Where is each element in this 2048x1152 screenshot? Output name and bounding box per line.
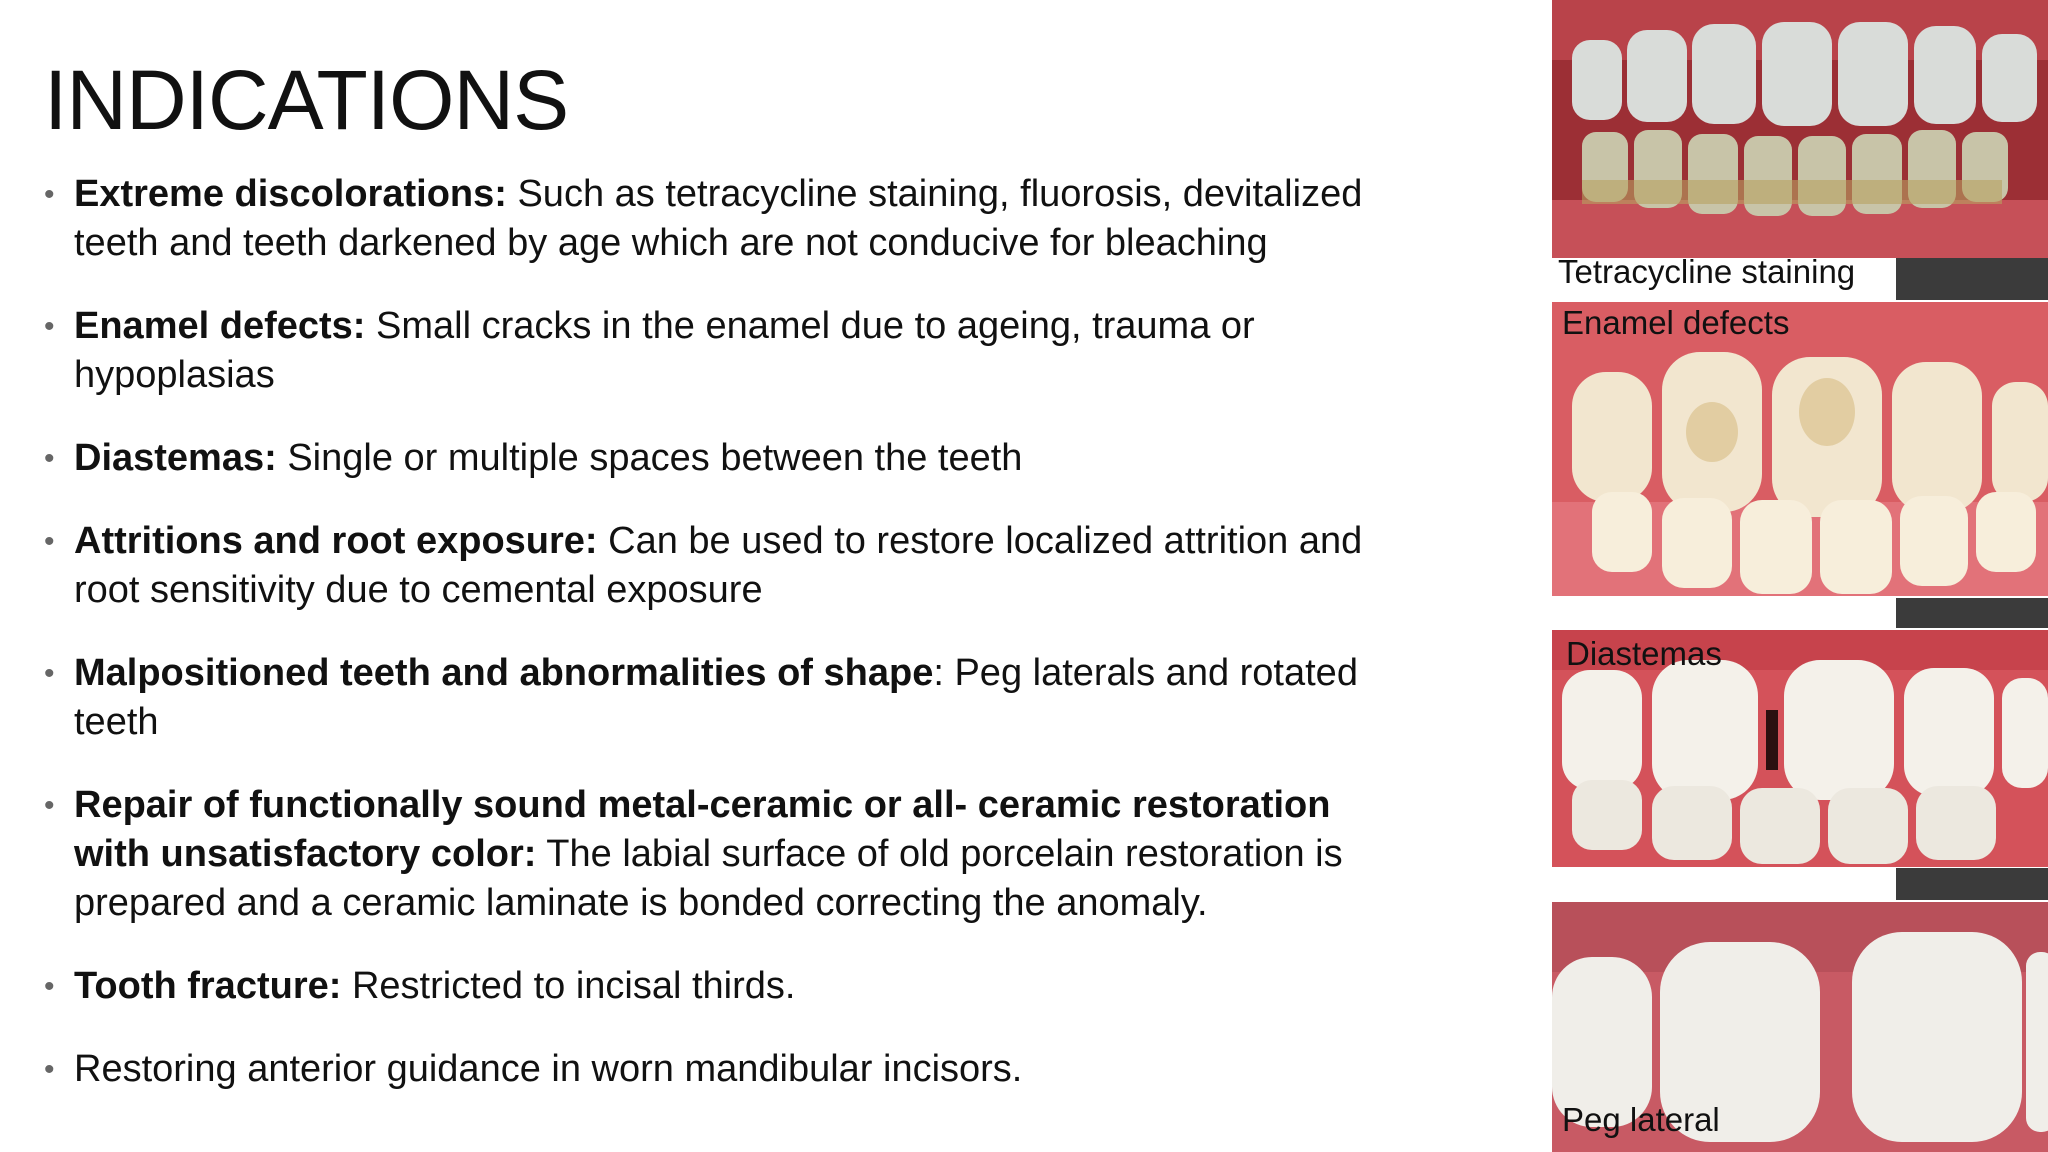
bullet-anterior-guidance bbox=[44, 1045, 1394, 1094]
bullet-text: Single or multiple spaces between the teeth bbox=[276, 437, 1023, 479]
bullet-text: Restricted to incisal thirds. bbox=[341, 965, 796, 1007]
bullet-heading: Repair of functionally sound metal-ceramic or all- ceramic restoration with unsatisfactory color: bbox=[74, 784, 1331, 875]
caption-band bbox=[1896, 598, 2048, 628]
bullet-heading: Tooth fracture: bbox=[74, 965, 342, 1007]
caption-band bbox=[1896, 258, 2048, 300]
image-column bbox=[1552, 0, 2048, 1152]
enamel-defects-photo bbox=[1552, 302, 2048, 596]
caption-band bbox=[1896, 868, 2048, 900]
bullet-heading: Extreme discolorations: bbox=[74, 173, 507, 215]
bullet-heading: Attritions and root exposure: bbox=[74, 520, 598, 562]
bullet-repair-restoration bbox=[44, 781, 1394, 928]
bullet-heading: Diastemas: bbox=[74, 437, 277, 479]
bullet-enamel-defects bbox=[44, 302, 1394, 400]
bullet-heading: Enamel defects: bbox=[74, 305, 366, 347]
bullet-heading: Malpositioned teeth and abnormalities of shape bbox=[74, 652, 934, 694]
bullet-text: Restoring anterior guidance in worn mandibular incisors. bbox=[74, 1048, 1023, 1090]
tetracycline-caption: Tetracycline staining bbox=[1558, 253, 1856, 290]
bullet-malpositioned-teeth bbox=[44, 649, 1394, 747]
tetracycline-staining-photo bbox=[1552, 0, 2048, 258]
bullet-text: : Peg laterals and rotated teeth bbox=[74, 652, 1358, 743]
bullet-diastemas bbox=[44, 434, 1394, 483]
bullet-text: The labial surface of old porcelain restoration is prepared and a ceramic laminate is bonded correcting the anomaly. bbox=[74, 833, 1343, 924]
bullet-text: Such as tetracycline staining, fluorosis, devitalized teeth and teeth darkened by age which are not conducive for bleaching bbox=[74, 173, 1363, 264]
bullet-text: Small cracks in the enamel due to ageing, trauma or hypoplasias bbox=[74, 305, 1255, 396]
bullet-extreme-discolorations bbox=[44, 170, 1394, 268]
peg-lateral-caption: Peg lateral bbox=[1562, 1101, 1720, 1138]
indications-list bbox=[44, 170, 1394, 1128]
bullet-tooth-fracture bbox=[44, 962, 1394, 1011]
bullet-attritions bbox=[44, 517, 1394, 615]
slide-title: INDICATIONS bbox=[44, 53, 569, 147]
enamel-defects-caption: Enamel defects bbox=[1562, 304, 1790, 341]
diastemas-caption: Diastemas bbox=[1566, 635, 1722, 672]
bullet-text: Can be used to restore localized attrition and root sensitivity due to cemental exposure bbox=[74, 520, 1363, 611]
